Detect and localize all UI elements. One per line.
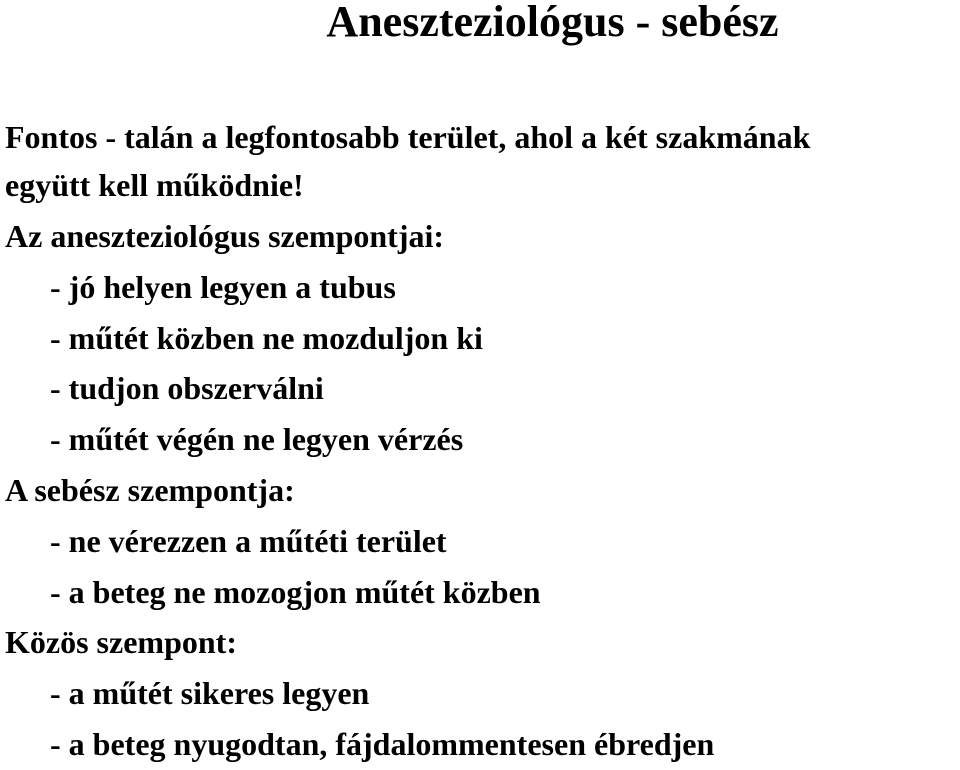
list-item: - a beteg nyugodtan, fájdalommentesen ébredjen xyxy=(50,725,715,762)
slide-body xyxy=(5,113,955,770)
page-title: Aneszteziológus - sebész xyxy=(326,0,779,46)
section-heading: Az aneszteziológus szempontjai: xyxy=(5,218,445,254)
intro-line: Fontos - talán a legfontosabb terület, ahol a két szakmának xyxy=(5,119,811,155)
section-heading: Közös szempont: xyxy=(5,624,237,661)
section-anesthesiologist xyxy=(5,211,955,465)
list-item: - műtét végén ne legyen vérzés xyxy=(50,421,464,458)
section-common xyxy=(5,617,955,769)
list-item: - ne vérezzen a műtéti terület xyxy=(50,522,447,559)
intro-line: együtt kell működnie! xyxy=(5,167,304,203)
list-item: - jó helyen legyen a tubus xyxy=(50,268,396,305)
list-item: - a beteg ne mozogjon műtét közben xyxy=(50,573,541,610)
list-item: - tudjon obszerválni xyxy=(50,370,324,407)
list-item: - műtét közben ne mozduljon ki xyxy=(50,319,483,356)
intro-paragraph xyxy=(5,113,955,209)
section-surgeon xyxy=(5,465,955,617)
list-item: - a műtét sikeres legyen xyxy=(50,675,370,712)
section-heading: A sebész szempontja: xyxy=(5,471,295,508)
